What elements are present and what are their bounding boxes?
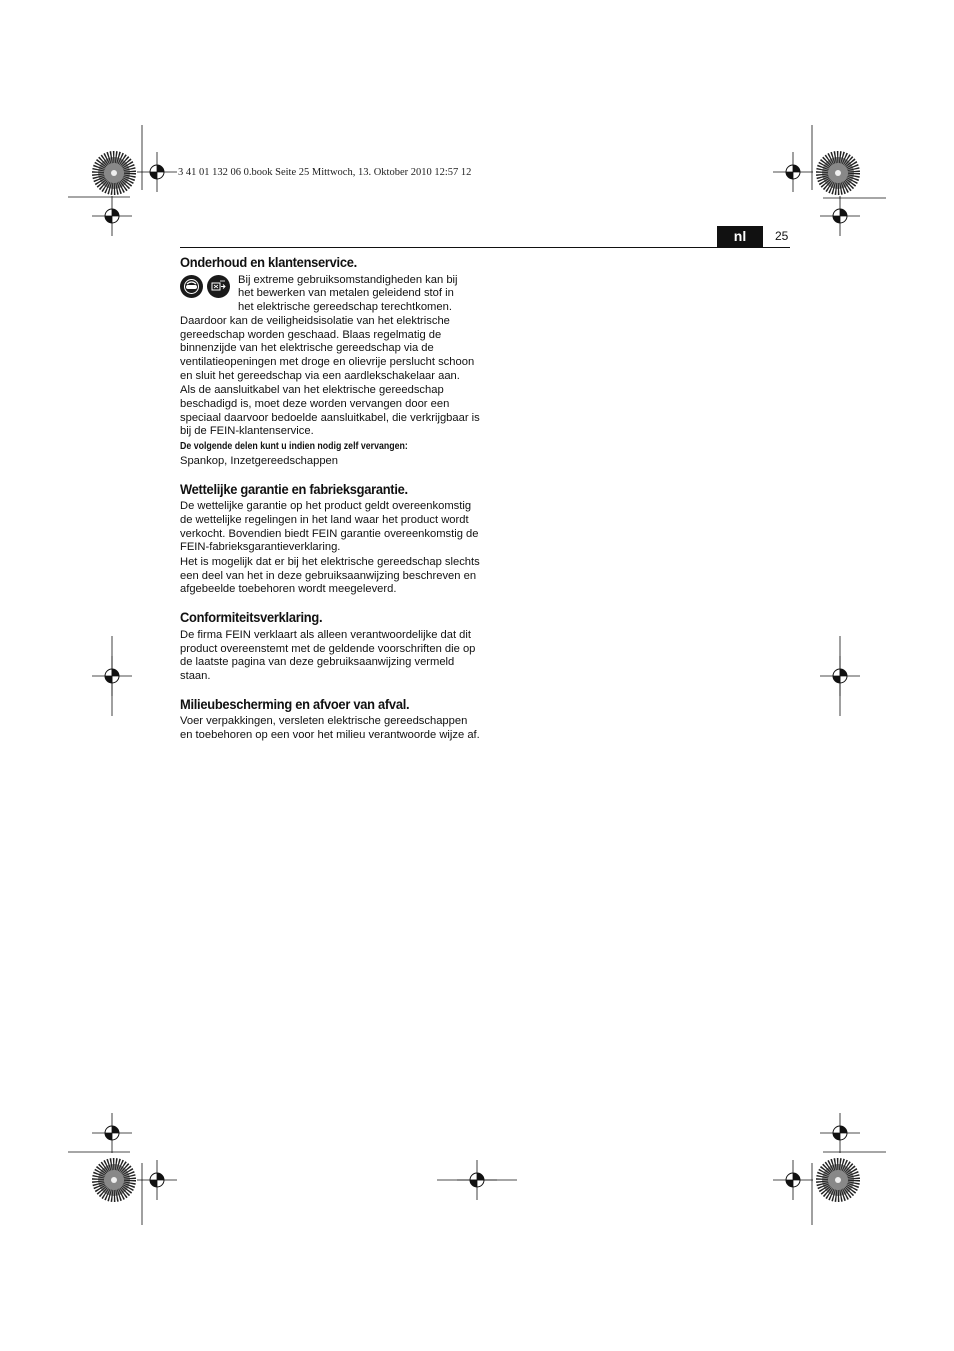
heading-warranty: Wettelijke garantie en fabrieksgarantie. [180, 480, 408, 497]
section-environment [180, 695, 480, 743]
main-content [180, 256, 480, 744]
maintenance-para-1: Daardoor kan de veiligheidsisolatie van het elektrische gereedschap worden geschaad. Blaas regelmatig de binnenzijde van het elektrische gereedschap via de ventilatieopeningen met droge en olievrije perslucht schoon en sluit het gereedschap via een aardlekschakelaar aan. [180, 314, 475, 382]
heading-conformity: Conformiteitsverklaring. [180, 609, 323, 626]
print-header: 3 41 01 132 06 0.book Seite 25 Mittwoch, 13. Oktober 2010 12:57 12 [178, 167, 472, 178]
compressed-air-icon [207, 275, 230, 298]
color-target-bottom-right [822, 1164, 854, 1196]
intro-line: Bij extreme gebruiksomstandigheden kan bij [238, 273, 458, 286]
color-target-top-right [822, 157, 854, 189]
header-rule [180, 247, 790, 248]
section-maintenance [180, 256, 480, 469]
warranty-para-1: De wettelijke garantie op het product geldt overeenkomstig de wettelijke regelingen in het land waar het product wordt verkocht. Bovendien biedt FEIN garantie overeenkomstig de FEIN-fabrieksgarantieverklaring. [180, 500, 479, 554]
section-conformity [180, 611, 480, 684]
intro-with-icons [180, 274, 480, 315]
conformity-para-1: De firma FEIN verklaart als alleen verantwoordelijke dat dit product overeenstemt met de geldende voorschriften die op de laatste pagina van deze gebruiksaanwijzing vermeld staan. [180, 628, 476, 682]
environment-para-1: Voer verpakkingen, versleten elektrische gereedschappen en toebehoren op een voor het milieu verantwoorde wijze af. [180, 715, 480, 742]
section-warranty [180, 480, 480, 598]
heading-environment: Milieubescherming en afvoer van afval. [180, 695, 410, 712]
intro-lines [238, 274, 458, 315]
color-target-top-left [98, 157, 130, 189]
color-target-bottom-left [98, 1164, 130, 1196]
replaceable-parts-note: De volgende delen kunt u indien nodig zelf vervangen: [180, 441, 408, 453]
intro-line: het bewerken van metalen geleidend stof in [238, 287, 454, 300]
replaceable-parts: Spankop, Inzetgereedschappen [180, 454, 338, 467]
eye-protection-icon [180, 275, 203, 298]
maintenance-para-2: Als de aansluitkabel van het elektrische gereedschap beschadigd is, moet deze worden vervangen door een speciaal daarvoor bedoelde aansluitkabel, die verkrijgbaar is bij de FEIN-klantenservice. [180, 384, 480, 438]
language-badge: nl [717, 226, 763, 247]
heading-maintenance: Onderhoud en klantenservice. [180, 254, 357, 270]
intro-line: het elektrische gereedschap terechtkomen. [238, 301, 452, 314]
safety-icons [180, 274, 238, 298]
warranty-para-2: Het is mogelijk dat er bij het elektrische gereedschap slechts een deel van het in deze gebruiksaanwijzing beschreven en afgebeelde toebehoren wordt meegeleverd. [180, 556, 480, 596]
page-number: 25 [775, 229, 789, 243]
